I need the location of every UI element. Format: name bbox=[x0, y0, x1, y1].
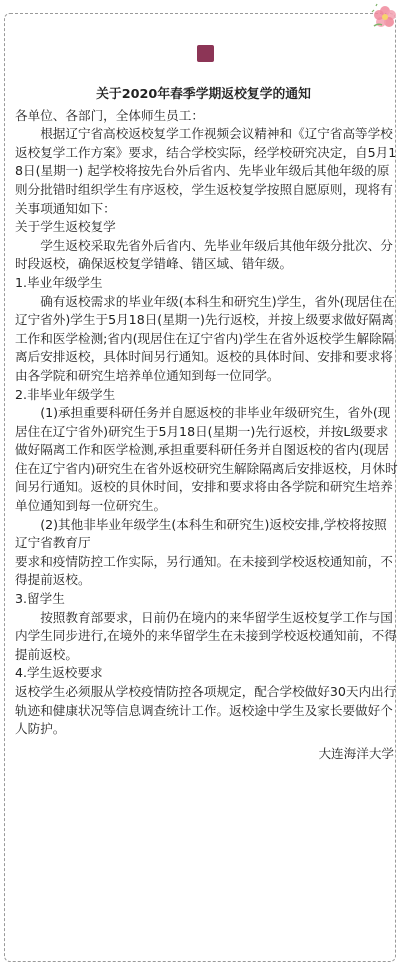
intro-paragraph: 根据辽宁省高校返校复学工作视频会议精神和《辽宁省高等学校返校复学工作方案》要求，结合学校实际，经学校研究决定，自5月18日(星期一) 起学校将按先台外后省内、先毕业年级后其他年级的原则分批错时组织学生有序返校，学生返校复学按照自愿原则，现将有关事项通知如下： bbox=[15, 126, 397, 216]
paragraph-return-requirements: 返校学生必须服从学校疫情防控各项规定，配合学校做好30天内出行轨迹和健康状况等信息调查统计工作。返校途中学生及家长要做好个人防护。 bbox=[15, 684, 397, 737]
paragraph-non-graduating-other-cont: 要求和疫情防控工作实际，另行通知。在未接到学校返校通知前，不得提前返校。 bbox=[15, 553, 393, 588]
salutation: 各单位、各部门，全体师生员工： bbox=[15, 107, 204, 123]
heading-non-graduating-students: 2.非毕业年级学生 bbox=[15, 386, 116, 402]
square-marker-icon bbox=[197, 45, 214, 62]
section-heading: 关于学生返校复学 bbox=[15, 219, 116, 235]
heading-graduating-students: 1.毕业年级学生 bbox=[15, 274, 103, 290]
paragraph-international-students: 按照教育部要求，日前仍在境内的来华留学生返校复学工作与国内学生同步进行,在境外的来华留学生在未接到学校返校通知前，不得提前返校。 bbox=[15, 609, 397, 662]
signature: 大连海洋大学 bbox=[318, 745, 394, 761]
flower-icon bbox=[370, 2, 400, 32]
heading-international-students: 3.留学生 bbox=[15, 591, 65, 607]
paragraph-non-graduating-research: (1)承担重要科研任务并自愿返校的非毕业年级研究生，省外(现居住在辽宁省外)研究生于5月18日(星期一)先行返校，并按L级要求做好隔离工作和医学检测,承担重要科研任务并自图返校的省内(现居住在辽宁省内)研究生在省外返校研究生解除隔离后安排返校，月休时间另行通知。返校的貝休时间，安排和要求将由各学院和研究生培养单位通知到每一位研究生。 bbox=[15, 405, 398, 514]
paragraph-non-graduating-other: (2)其他非毕业年级学生(本科生和研究生)返校安排,学校将按照辽宁省教育厅 bbox=[15, 516, 387, 551]
heading-return-requirements: 4.学生返校要求 bbox=[15, 665, 103, 681]
notice-card bbox=[4, 13, 396, 962]
notice-content bbox=[15, 86, 398, 763]
section-body: 学生返校采取先省外后省内、先毕业年级后其他年级分批次、分时段返校，确保返校复学错峰、错区域、错年级。 bbox=[15, 237, 393, 272]
paragraph-graduating-students: 确有返校需求的毕业年级(本科生和研究生)学生，省外(现居住在辽宁省外)学生于5月18日(星期一)先行返校，并按上级要求做好隔离工作和医学检测;省内(现居住在辽宁省内)学生在省外返校学生解除隔离后安排返校，具体时间另行通知。返校的具体时间、安排和要求将由各学院和研究生培养单位通知到每一位同学。 bbox=[15, 293, 395, 383]
notice-title: 关于2020年春季学期返校复学的通知 bbox=[96, 87, 311, 102]
